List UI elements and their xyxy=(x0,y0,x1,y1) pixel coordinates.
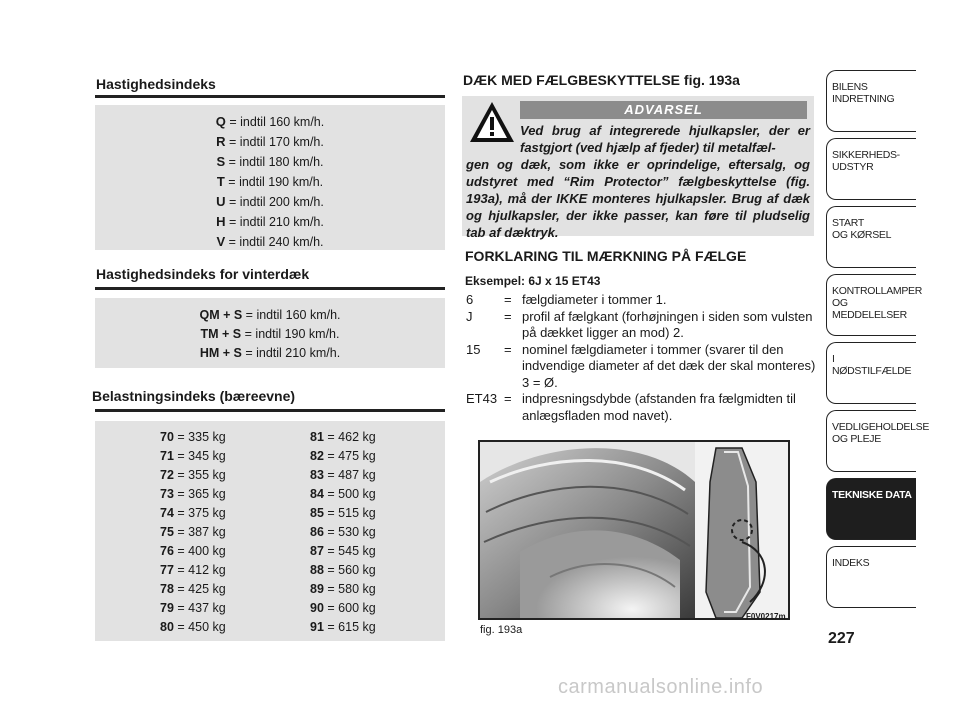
load-index-item-code: 86 xyxy=(310,525,324,539)
winter-index-item xyxy=(95,344,445,363)
load-index-item xyxy=(310,428,376,447)
load-index-item-code: 83 xyxy=(310,468,324,482)
load-index-item-code: 75 xyxy=(160,525,174,539)
load-index-item-value: = 437 kg xyxy=(177,601,226,615)
speed-index-item xyxy=(95,232,445,252)
load-index-item xyxy=(160,580,226,599)
speed-index-title: Hastighedsindeks xyxy=(96,76,216,92)
speed-index-item-code: T xyxy=(216,174,225,189)
definition-equals: = xyxy=(504,341,512,357)
definition-text: nominel fælgdiameter i tommer (svarer til den indvendige diameter af det dæk der skal monteres) 3 = Ø. xyxy=(522,341,816,390)
rim-protector-title: DÆK MED FÆLGBESKYTTELSE xyxy=(463,72,681,88)
load-index-item-value: = 530 kg xyxy=(327,525,376,539)
warning-text xyxy=(466,122,810,241)
definition-key: 15 xyxy=(466,341,481,357)
load-index-item-code: 82 xyxy=(310,449,324,463)
load-index-item-value: = 580 kg xyxy=(327,582,376,596)
winter-index-item-code: QM + S xyxy=(199,308,243,322)
speed-index-item-code: V xyxy=(216,234,226,249)
load-index-item xyxy=(160,428,226,447)
load-index-item xyxy=(160,618,226,637)
speed-index-item-code: U xyxy=(216,194,226,209)
load-index-item-value: = 375 kg xyxy=(177,506,226,520)
load-index-item-code: 77 xyxy=(160,563,174,577)
load-index-item-code: 73 xyxy=(160,487,174,501)
load-index-item xyxy=(310,523,376,542)
load-index-item-code: 78 xyxy=(160,582,174,596)
speed-index-item-value: = indtil 200 km/h. xyxy=(229,195,324,209)
speed-index-item xyxy=(95,192,445,212)
load-index-item xyxy=(310,466,376,485)
load-index-item xyxy=(160,542,226,561)
load-index-item-code: 81 xyxy=(310,430,324,444)
speed-index-item-value: = indtil 160 km/h. xyxy=(229,115,325,129)
definition-row xyxy=(466,391,816,424)
load-index-item-value: = 365 kg xyxy=(177,487,226,501)
load-index-item xyxy=(310,561,376,580)
winter-index-item-value: = indtil 210 km/h. xyxy=(245,346,341,360)
speed-index-rule xyxy=(95,95,445,98)
definition-equals: = xyxy=(504,292,512,307)
load-index-item-value: = 615 kg xyxy=(327,620,376,634)
winter-index-item-value: = indtil 160 km/h. xyxy=(245,308,341,322)
winter-index-item xyxy=(95,306,445,325)
definition-text: fælgdiameter i tommer 1. xyxy=(522,292,667,307)
chapter-tab[interactable] xyxy=(826,138,916,200)
chapter-tab[interactable] xyxy=(826,546,916,608)
load-index-item-value: = 600 kg xyxy=(327,601,376,615)
load-index-item xyxy=(310,599,376,618)
definition-key: 6 xyxy=(466,292,474,307)
load-index-item xyxy=(160,599,226,618)
load-index-item-code: 71 xyxy=(160,449,174,463)
winter-index-list xyxy=(95,306,445,363)
figure-caption: fig. 193a xyxy=(480,624,523,636)
chapter-tab-label: VEDLIGEHOLDELSE OG PLEJE xyxy=(832,421,930,445)
tire-rim-figure xyxy=(478,440,790,620)
winter-index-item-code: HM + S xyxy=(199,346,242,360)
load-index-title: Belastningsindeks (bæreevne) xyxy=(92,388,296,404)
winter-index-item-value: = indtil 190 km/h. xyxy=(244,327,340,341)
load-index-item-code: 80 xyxy=(160,620,174,634)
definition-row xyxy=(466,342,816,392)
load-index-item-code: 91 xyxy=(310,620,324,634)
load-index-item-value: = 515 kg xyxy=(327,506,376,520)
speed-index-item-code: R xyxy=(216,134,226,149)
speed-index-item xyxy=(95,152,445,172)
load-index-item xyxy=(310,504,376,523)
load-index-item-code: 88 xyxy=(310,563,324,577)
speed-index-item-code: Q xyxy=(215,114,226,129)
warning-text-rest: gen og dæk, som ikke er oprindelige, eftersalg, og udstyret med “Rim Protector” fælgbeskyttelse (fig. 193a), må der IKKE monteres hjulkapsler. Brug af dæk og hjulkapsler, der ikke passer, kan føre til pludselig tab af dæktryk. xyxy=(466,157,810,240)
rim-marking-example: Eksempel: 6J x 15 ET43 xyxy=(465,274,601,288)
load-index-item-code: 70 xyxy=(160,430,174,444)
load-index-item xyxy=(310,485,376,504)
load-index-column-1 xyxy=(160,428,226,637)
chapter-tab-label: I NØDSTILFÆLDE xyxy=(832,353,912,377)
load-index-item-value: = 487 kg xyxy=(327,468,376,482)
definition-text: profil af fælgkant (forhøjningen i siden som vulsten på dækket ligger an mod) 2. xyxy=(522,308,813,340)
load-index-item-code: 74 xyxy=(160,506,174,520)
winter-index-title: Hastighedsindeks for vinterdæk xyxy=(96,266,310,282)
speed-index-list xyxy=(95,112,445,252)
watermark: carmanualsonline.info xyxy=(558,676,764,698)
speed-index-item xyxy=(95,212,445,232)
load-index-item-value: = 387 kg xyxy=(177,525,226,539)
load-index-item xyxy=(310,580,376,599)
load-index-item-code: 79 xyxy=(160,601,174,615)
load-index-item xyxy=(160,485,226,504)
rim-marking-title: FORKLARING TIL MÆRKNING PÅ FÆLGE xyxy=(465,248,747,264)
definition-row xyxy=(466,292,816,309)
speed-index-item-code: H xyxy=(216,214,226,229)
definition-equals: = xyxy=(504,308,512,324)
load-index-item xyxy=(310,618,376,637)
load-index-item-value: = 545 kg xyxy=(327,544,376,558)
load-index-item-value: = 560 kg xyxy=(327,563,376,577)
rim-marking-definitions xyxy=(466,292,816,424)
load-index-item xyxy=(310,542,376,561)
speed-index-item xyxy=(95,112,445,132)
load-index-item-value: = 335 kg xyxy=(177,430,226,444)
warning-text-first: Ved brug af integrerede hjulkapsler, der er fastgjort (ved hjælp af fjeder) til metalfæl- xyxy=(520,123,810,155)
load-index-item xyxy=(160,561,226,580)
winter-index-item xyxy=(95,325,445,344)
chapter-tab[interactable] xyxy=(826,206,916,268)
definition-equals: = xyxy=(504,391,512,406)
load-index-item xyxy=(160,447,226,466)
chapter-tab[interactable] xyxy=(826,478,916,540)
chapter-tab[interactable] xyxy=(826,70,916,132)
definition-text: indpresningsdybde (afstanden fra fælgmidten til anlægsfladen mod navet). xyxy=(522,391,796,423)
speed-index-item-value: = indtil 190 km/h. xyxy=(228,175,324,189)
load-index-item-code: 85 xyxy=(310,506,324,520)
load-index-item-value: = 400 kg xyxy=(177,544,226,558)
load-index-item xyxy=(160,504,226,523)
chapter-tab[interactable] xyxy=(826,342,916,404)
load-index-rule xyxy=(95,409,445,412)
load-index-column-2 xyxy=(310,428,376,637)
speed-index-item-code: S xyxy=(216,154,226,169)
figure-code: F0V0217m xyxy=(746,612,786,621)
speed-index-item-value: = indtil 170 km/h. xyxy=(229,135,324,149)
speed-index-item xyxy=(95,172,445,192)
load-index-item xyxy=(160,466,226,485)
load-index-item-value: = 345 kg xyxy=(177,449,226,463)
chapter-tab-label: BILENS INDRETNING xyxy=(832,81,895,105)
definition-key: ET43 xyxy=(466,391,498,406)
rim-protector-fig-ref: fig. 193a xyxy=(683,72,740,88)
load-index-item-code: 87 xyxy=(310,544,324,558)
chapter-tab-label: INDEKS xyxy=(832,557,870,569)
load-index-item-code: 84 xyxy=(310,487,324,501)
load-index-item xyxy=(310,447,376,466)
chapter-tab[interactable] xyxy=(826,410,930,472)
load-index-item-code: 76 xyxy=(160,544,174,558)
load-index-item-value: = 500 kg xyxy=(327,487,376,501)
load-index-item-value: = 450 kg xyxy=(177,620,226,634)
winter-index-item-code: TM + S xyxy=(200,327,242,341)
warning-label: ADVARSEL xyxy=(520,101,807,119)
speed-index-item-value: = indtil 180 km/h. xyxy=(228,155,324,169)
page-number: 227 xyxy=(828,630,855,647)
chapter-tab-label: START OG KØRSEL xyxy=(832,217,892,241)
load-index-item-value: = 412 kg xyxy=(177,563,226,577)
tire-illustration xyxy=(480,442,788,618)
load-index-item-value: = 425 kg xyxy=(177,582,226,596)
speed-index-item-value: = indtil 210 km/h. xyxy=(229,215,324,229)
load-index-item-code: 89 xyxy=(310,582,324,596)
load-index-item-value: = 462 kg xyxy=(327,430,376,444)
load-index-item-code: 90 xyxy=(310,601,324,615)
load-index-item-value: = 355 kg xyxy=(177,468,226,482)
chapter-tab-label: KONTROLLAMPER OG MEDDELELSER xyxy=(832,285,923,321)
winter-index-rule xyxy=(95,287,445,290)
definition-key: J xyxy=(466,308,473,324)
rim-protector-heading xyxy=(463,72,740,88)
chapter-tab-label: SIKKERHEDS- UDSTYR xyxy=(832,149,900,173)
definition-row xyxy=(466,309,816,342)
load-index-item-code: 72 xyxy=(160,468,174,482)
load-index-item xyxy=(160,523,226,542)
speed-index-item xyxy=(95,132,445,152)
speed-index-item-value: = indtil 240 km/h. xyxy=(228,235,324,249)
chapter-tab[interactable] xyxy=(826,274,923,336)
load-index-box xyxy=(95,421,445,641)
chapter-tab-label: TEKNISKE DATA xyxy=(832,489,912,501)
load-index-item-value: = 475 kg xyxy=(327,449,376,463)
